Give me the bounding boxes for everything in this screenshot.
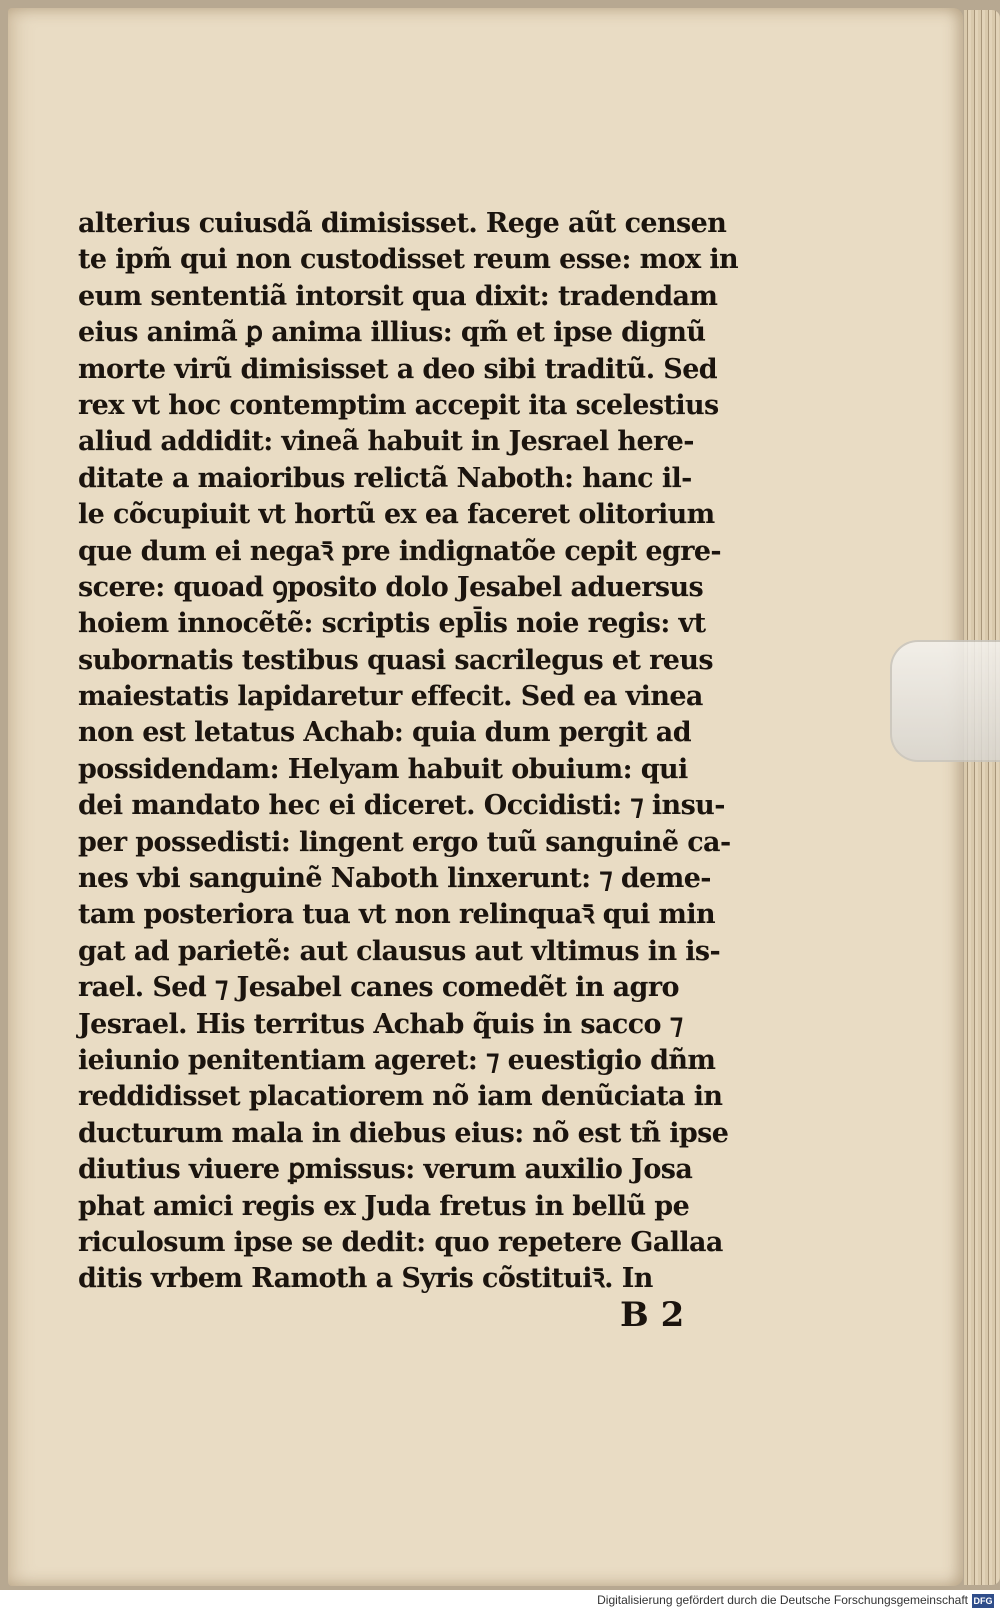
text-line: eum sententiã intorsit qua dixit: tradendam xyxy=(78,280,718,312)
text-line: rex vt hoc contemptim accepit ita scelestius xyxy=(78,389,719,421)
footer xyxy=(0,1590,1000,1613)
text-line: ducturum mala in diebus eius: nõ est tñ ipse xyxy=(78,1117,729,1149)
text-line: subornatis testibus quasi sacrilegus et reus xyxy=(78,644,713,676)
text-line: eius animã ꝑ anima illius: qm̃ et ipse dignũ xyxy=(78,317,706,349)
text-line: tam posteriora tua vt non relinquaꝛ̄ qui min xyxy=(78,899,716,931)
text-block xyxy=(78,206,753,1298)
text-line: le cõcupiuit vt hortũ ex ea faceret olitorium xyxy=(78,499,715,531)
page-tab-marker xyxy=(890,640,1000,762)
text-line: te ipm̃ qui non custodisset reum esse: mox in xyxy=(78,244,739,276)
text-line: reddidisset placatiorem nõ iam denũciata in xyxy=(78,1081,723,1113)
text-line: hoiem innocẽtẽ: scriptis epl̄is noie regis: vt xyxy=(78,608,706,640)
text-line: phat amici regis ex Juda fretus in bellũ pe xyxy=(78,1190,690,1222)
dfg-logo-icon: DFG xyxy=(973,1596,993,1606)
text-line: ieiunio penitentiam ageret: ⁊ euestigio dñm xyxy=(78,1044,716,1076)
text-line: gat ad parietẽ: aut clausus aut vltimus in is‑ xyxy=(78,935,721,967)
text-line: non est letatus Achab: quia dum pergit ad xyxy=(78,717,691,749)
text-line: riculosum ipse se dedit: quo repetere Gallaa xyxy=(78,1226,723,1258)
signature-mark: B 2 xyxy=(620,1295,685,1335)
text-line: nes vbi sanguinẽ Naboth linxerunt: ⁊ deme‑ xyxy=(78,863,711,895)
text-line: possidendam: Helyam habuit obuium: qui xyxy=(78,753,688,785)
text-line: dei mandato hec ei diceret. Occidisti: ⁊ insu‑ xyxy=(78,790,725,822)
text-line: per possedisti: lingent ergo tuũ sanguinẽ ca‑ xyxy=(78,826,731,858)
text-line: alterius cuiusdã dimisisset. Rege aũt censen xyxy=(78,208,727,239)
text-line: morte virũ dimisisset a deo sibi traditũ. Sed xyxy=(78,353,718,385)
text-line: aliud addidit: vineã habuit in Jesrael here‑ xyxy=(78,426,694,458)
text-line: maiestatis lapidaretur effecit. Sed ea vinea xyxy=(78,681,703,713)
text-line: scere: quoad ꝯposito dolo Jesabel aduersus xyxy=(78,571,704,603)
text-line: rael. Sed ⁊ Jesabel canes comedẽt in agro xyxy=(78,972,679,1004)
text-line: ditis vrbem Ramoth a Syris cõstituiꝛ̄. In xyxy=(78,1263,653,1295)
footer-credit: Digitalisierung gefördert durch die Deutsche Forschungsgemeinschaft xyxy=(597,1593,968,1607)
text-line: Jesrael. His territus Achab q̃uis in sacco ⁊ xyxy=(78,1008,683,1040)
book-page xyxy=(8,8,963,1586)
text-line: ditate a maioribus relictã Naboth: hanc il‑ xyxy=(78,462,692,494)
page-edges xyxy=(964,10,1000,1585)
text-line: diutius viuere ꝑmissus: verum auxilio Josa xyxy=(78,1154,693,1186)
text-line: que dum ei negaꝛ̄ pre indignatõe cepit egre‑ xyxy=(78,535,722,567)
